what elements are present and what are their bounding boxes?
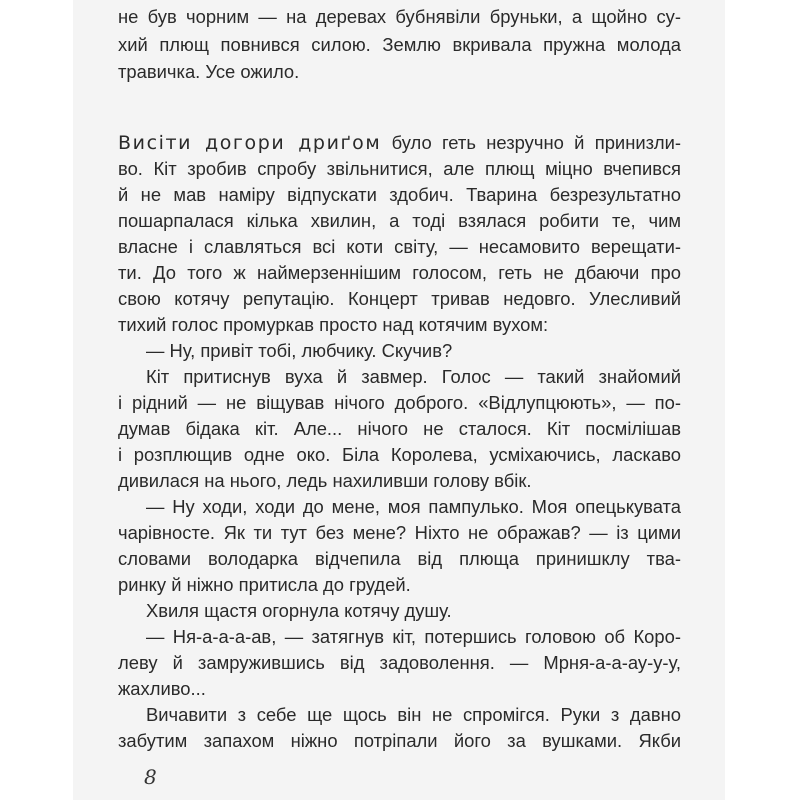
text-line: хий плющ повнився силою. Землю вкривала пружна молода xyxy=(118,34,681,55)
section-first-line xyxy=(118,130,681,156)
text-line: і розплющив одне око. Біла Королева, усміхаючись, ласкаво xyxy=(118,444,681,465)
text-line: пошарпалася кілька хвилин, а тоді взялася робити те, чим xyxy=(118,210,681,231)
text-line: не був чорним — на деревах бубнявіли бруньки, а щойно су- xyxy=(118,6,681,27)
text-line: тихий голос промуркав просто над котячим вухом: xyxy=(118,314,549,335)
text-line: жахливо... xyxy=(118,678,206,699)
text-line: забутим запахом ніжно потріпали його за вушками. Якби xyxy=(118,730,681,751)
dialogue-line: — Ня-а-а-а-ав, — затягнув кіт, потершись головою об Коро- xyxy=(146,626,681,647)
dialogue-line: — Ну, привіт тобі, любчику. Скучив? xyxy=(146,340,453,361)
text-line: й не мав наміру відпускати здобич. Тварина безрезультатно xyxy=(118,184,681,205)
page-number: 8 xyxy=(144,765,157,789)
text-line: свою котячу репутацію. Концерт тривав недовго. Улесливий xyxy=(118,288,681,309)
text-line: Вичавити з себе ще щось він не спромігся. Руки з давно xyxy=(146,704,681,725)
text-line: Хвиля щастя огорнула котячу душу. xyxy=(146,600,452,621)
text-line: дивилася на нього, ледь нахиливши голову вбік. xyxy=(118,470,532,491)
book-page xyxy=(73,0,725,800)
text-line: ринку й ніжно притисла до грудей. xyxy=(118,574,411,595)
dialogue-line: — Ну ходи, ходи до мене, моя пампулько. Моя опецькувата xyxy=(146,496,681,517)
text-line: ти. До того ж наймерзеннішим голосом, геть не дбаючи про xyxy=(118,262,681,283)
section-lead-in: Висіти догори дриґом xyxy=(118,132,382,154)
text-line: словами володарка відчепила від плюща принишклу тва- xyxy=(118,548,681,569)
text-line: думав бідака кіт. Але... нічого не сталося. Кіт посмілішав xyxy=(118,418,681,439)
text-line: травичка. Усе ожило. xyxy=(118,61,300,82)
section-first-line-rest: було геть незручно й принизли- xyxy=(381,132,681,153)
text-line: чарівносте. Як ти тут без мене? Ніхто не ображав? — із цими xyxy=(118,522,681,543)
text-line: власне і славляться всі коти світу, — несамовито верещати- xyxy=(118,236,681,257)
text-line: і рідний — не віщував нічого доброго. «Відлупцюють», — по- xyxy=(118,392,681,413)
text-line: во. Кіт зробив спробу звільнитися, але плющ міцно вчепився xyxy=(118,158,681,179)
text-line: леву й замружившись від задоволення. — Мрня-а-а-ау-у-у, xyxy=(118,652,681,673)
text-line: Кіт притиснув вуха й завмер. Голос — такий знайомий xyxy=(146,366,681,387)
